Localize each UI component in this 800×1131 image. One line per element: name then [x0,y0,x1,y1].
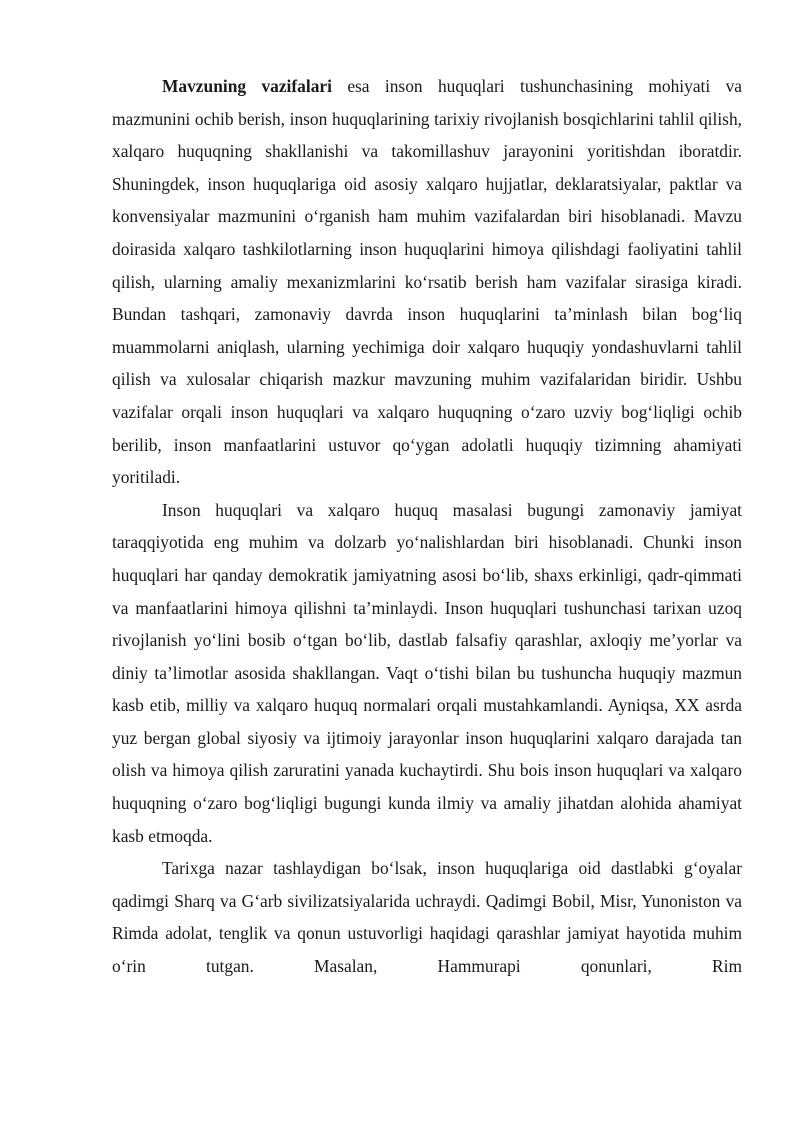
paragraph-text: esa inson huquqlari tushunchasining mohiyati va mazmunini ochib berish, inson huquqlarining tarixiy rivojlanish bosqichlarini tahlil qilish, xalqaro huquqning shakllanishi va takomillashuv jarayonini yoritishdan iboratdir. Shuningdek, inson huquqlariga oid asosiy xalqaro hujjatlar, deklaratsiyalar, paktlar va konvensiyalar mazmunini o‘rganish ham muhim vazifalardan biri hisoblanadi. Mavzu doirasida xalqaro tashkilotlarning inson huquqlarini himoya qilishdagi faoliyatini tahlil qilish, ularning amaliy mexanizmlarini ko‘rsatib berish ham vazifalar sirasiga kiradi. Bundan tashqari, zamonaviy davrda inson huquqlarini ta’minlash bilan bog‘liq muammolarni aniqlash, ularning yechimiga doir xalqaro huquqiy yondashuvlarni tahlil qilish va xulosalar chiqarish mazkur mavzuning muhim vazifalaridan biridir. Ushbu vazifalar orqali inson huquqlari va xalqaro huquqning o‘zaro uzviy bog‘liqligi ochib berilib, inson manfaatlarini ustuvor qo‘ygan adolatli huquqiy tizimning ahamiyati yoritiladi. [112,76,742,488]
paragraph-text: Inson huquqlari va xalqaro huquq masalasi bugungi zamonaviy jamiyat taraqqiyotida eng muhim va dolzarb yo‘nalishlardan biri hisoblanadi. Chunki inson huquqlari har qanday demokratik jamiyatning asosi bo‘lib, shaxs erkinligi, qadr-qimmati va manfaatlarini himoya qilishni ta’minlaydi. Inson huquqlari tushunchasi tarixan uzoq rivojlanish yo‘lini bosib o‘tgan bo‘lib, dastlab falsafiy qarashlar, axloqiy me’yorlar va diniy ta’limotlar asosida shakllangan. Vaqt o‘tishi bilan bu tushuncha huquqiy mazmun kasb etib, milliy va xalqaro huquq normalari orqali mustahkamlandi. Ayniqsa, XX asrda yuz bergan global siyosiy va ijtimoiy jarayonlar inson huquqlarini xalqaro darajada tan olish va himoya qilish zaruratini yanada kuchaytirdi. Shu bois inson huquqlari va xalqaro huquqning o‘zaro bog‘liqligi bugungi kunda ilmiy va amaliy jihatdan alohida ahamiyat kasb etmoqda. [112,499,742,846]
document-page [112,70,742,983]
paragraph-history [112,852,742,982]
paragraph-tasks [112,70,742,494]
paragraph-text: Tarixga nazar tashlaydigan bo‘lsak, inson huquqlariga oid dastlabki g‘oyalar qadimgi Sharq va G‘arb sivilizatsiyalarida uchraydi. Qadimgi Bobil, Misr, Yunoniston va Rimda adolat, tenglik va qonun ustuvorligi haqidagi qarashlar jamiyat hayotida muhim o‘rin tutgan. Masalan, Hammurapi qonunlari, Rim [112,858,742,977]
paragraph-importance [112,494,742,853]
paragraph-lead-bold: Mavzuning vazifalari [162,76,332,96]
